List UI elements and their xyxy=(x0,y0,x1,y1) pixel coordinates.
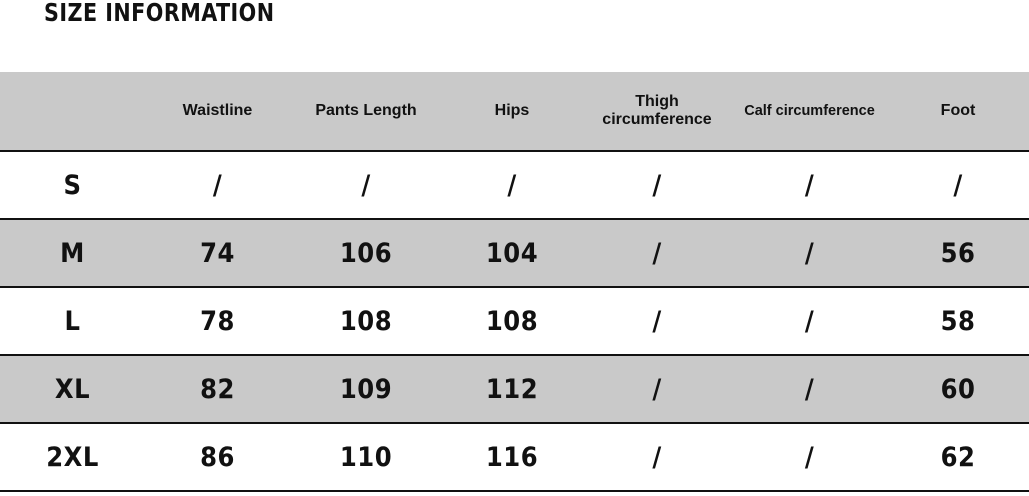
cell-hips: 116 xyxy=(485,441,539,473)
cell-hips: / xyxy=(507,169,517,201)
table-header-row xyxy=(0,72,1029,151)
cell-pants-length: 110 xyxy=(339,441,393,473)
cell-pants-length: 106 xyxy=(339,237,393,269)
cell-waistline: 78 xyxy=(200,305,235,337)
cell-foot: 60 xyxy=(940,373,976,405)
cell-thigh-circumference: / xyxy=(652,169,662,201)
cell-calf-circumference: / xyxy=(804,441,815,473)
table-row xyxy=(0,287,1029,355)
size-table xyxy=(0,72,1029,492)
row-size-label: 2XL xyxy=(46,441,99,473)
cell-hips: 108 xyxy=(485,305,539,337)
table-header xyxy=(0,72,1029,151)
page-title: SIZE INFORMATION xyxy=(44,0,275,27)
cell-calf-circumference: / xyxy=(804,305,815,337)
cell-calf-circumference: / xyxy=(804,237,815,269)
cell-waistline: 86 xyxy=(200,441,235,473)
cell-thigh-circumference: / xyxy=(652,305,662,337)
cell-foot: / xyxy=(953,169,963,201)
cell-waistline: / xyxy=(212,169,223,201)
column-header-pants-length: Pants Length xyxy=(315,102,417,120)
cell-waistline: 74 xyxy=(200,237,235,269)
cell-foot: 56 xyxy=(940,237,976,269)
column-header-thigh-circumference: Thigh circumference xyxy=(602,93,712,128)
cell-thigh-circumference: / xyxy=(652,441,662,473)
cell-foot: 58 xyxy=(940,305,976,337)
cell-pants-length: 108 xyxy=(339,305,393,337)
cell-calf-circumference: / xyxy=(804,373,815,405)
cell-hips: 104 xyxy=(485,237,539,269)
cell-thigh-circumference: / xyxy=(652,373,662,405)
column-header-foot: Foot xyxy=(940,102,976,120)
column-header-hips: Hips xyxy=(494,102,530,120)
table-row xyxy=(0,423,1029,491)
cell-calf-circumference: / xyxy=(804,169,815,201)
table-row xyxy=(0,151,1029,219)
row-size-label: L xyxy=(64,305,81,337)
column-header-size xyxy=(0,72,145,151)
column-header-waistline: Waistline xyxy=(182,102,253,120)
cell-thigh-circumference: / xyxy=(652,237,662,269)
cell-foot: 62 xyxy=(940,441,976,473)
table-row xyxy=(0,355,1029,423)
row-size-label: M xyxy=(60,237,85,269)
cell-hips: 112 xyxy=(485,373,539,405)
row-size-label: S xyxy=(63,169,82,201)
size-table-container xyxy=(0,72,1029,492)
column-header-calf-circumference: Calf circumference xyxy=(744,102,875,119)
row-size-label: XL xyxy=(54,373,91,405)
table-row xyxy=(0,219,1029,287)
cell-pants-length: / xyxy=(361,169,371,201)
cell-pants-length: 109 xyxy=(339,373,393,405)
cell-waistline: 82 xyxy=(200,373,235,405)
table-body xyxy=(0,151,1029,491)
